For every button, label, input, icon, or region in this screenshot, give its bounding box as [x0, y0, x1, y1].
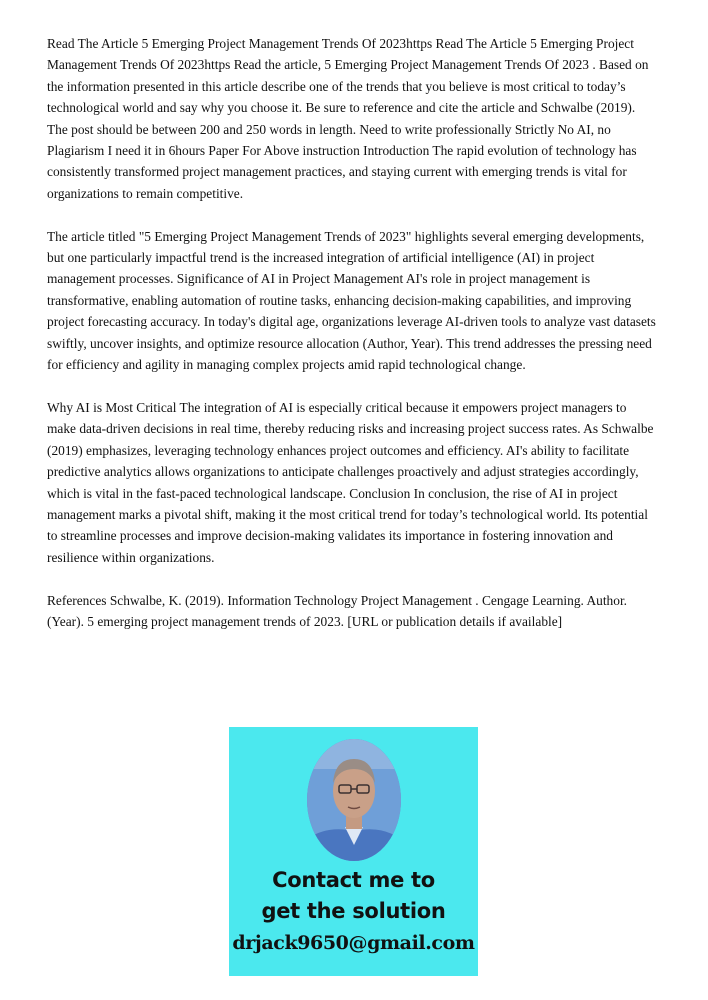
person-portrait-icon — [307, 739, 401, 861]
contact-heading-line1: Contact me to — [272, 868, 435, 892]
paragraph-references: References Schwalbe, K. (2019). Information Technology Project Management . Cengage Learning. Author. (Year). 5 emerging project management trends of 2023. [URL or publication details if available] — [47, 592, 628, 629]
document-body — [47, 33, 657, 654]
paragraph-why-ai-conclusion: Why AI is Most Critical The integration of AI is especially critical because it empowers project managers to make data-driven decisions in real time, thereby reducing risks and increasing project success rates. As Schwalbe (2019) emphasizes, leveraging technology enhances project outcomes and efficiency. AI's ability to facilitate predictive analytics allows organizations to anticipate challenges proactively and adjust strategies accordingly, which is vital in the fast-paced technological landscape. Conclusion In conclusion, the rise of AI in project management marks a pivotal shift, making it the most critical trend for today’s technological world. Its potential to streamline processes and improve decision-making validates its importance in fostering innovation and resilience within organizations. — [47, 399, 654, 565]
paragraph-instructions-introduction: Read The Article 5 Emerging Project Management Trends Of 2023https Read The Article 5 Emerging Project Management Trends Of 2023https Read the article, 5 Emerging Project Management Trends Of 2023 . Based on the information presented in this article describe one of the trends that you believe is most critical to today’s technological world and say why you choose it. Be sure to reference and cite the article and Schwalbe (2019). The post should be between 200 and 250 words in length. Need to write professionally Strictly No AI, no Plagiarism I need it in 6hours Paper For Above instruction Introduction The rapid evolution of technology has consistently transformed project management practices, and staying current with emerging trends is vital for organizations to remain competitive. — [47, 36, 649, 201]
contact-email[interactable]: drjack9650@gmail.com — [232, 932, 475, 954]
contact-heading-line2: get the solution — [261, 899, 446, 923]
paragraph-ai-trend: The article titled "5 Emerging Project Management Trends of 2023" highlights several emerging developments, but one particularly impactful trend is the increased integration of artificial intelligence (AI) in project management processes. Significance of AI in Project Management AI's role in project management is transformative, enabling automation of routine tasks, enhancing decision-making capabilities, and improving project forecasting accuracy. In today's digital age, organizations leverage AI-driven tools to analyze vast datasets swiftly, uncover insights, and optimize resource allocation (Author, Year). This trend addresses the pressing need for efficiency and agility in managing complex projects amid rapid technological change. — [47, 228, 656, 373]
contact-advertisement[interactable] — [229, 727, 478, 976]
